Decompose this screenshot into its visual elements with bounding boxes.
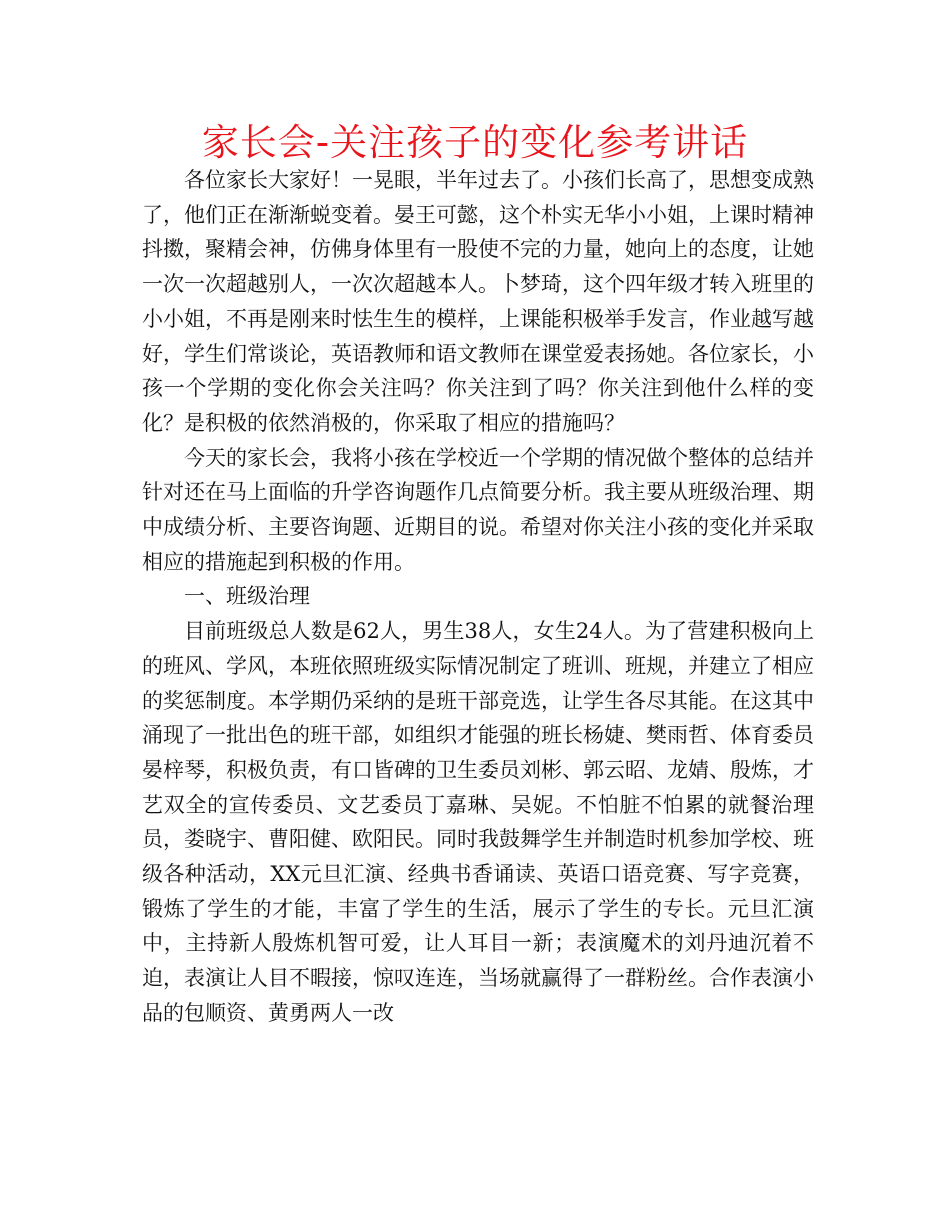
document-body (142, 163, 814, 1031)
paragraph-meeting-overview: 今天的家长会，我将小孩在学校近一个学期的情况做个整体的总结并针对还在马上面临的升学咨询题作几点简要分析。我主要从班级治理、期中成绩分析、主要咨询题、近期目的说。希望对你关注小孩的变化并采取相应的措施起到积极的作用。 (142, 445, 814, 574)
document-title: 家长会-关注孩子的变化参考讲话 (201, 121, 749, 164)
paragraph-class-management: 目前班级总人数是62人，男生38人，女生24人。为了营建积极向上的班风、学风，本班依照班级实际情况制定了班训、班规，并建立了相应的奖惩制度。本学期仍采纳的是班干部竞选，让学生各尽其能。在这其中涌现了一批出色的班干部，如组织才能强的班长杨婕、樊雨哲、体育委员晏梓琴，积极负责，有口皆碑的卫生委员刘彬、郭云昭、龙婧、殷炼，才艺双全的宣传委员、文艺委员丁嘉琳、吴妮。不怕脏不怕累的就餐治理员，娄晓宇、曹阳健、欧阳民。同时我鼓舞学生并制造时机参加学校、班级各种活动，XX元旦汇演、经典书香诵读、英语口语竞赛、写字竞赛，锻炼了学生的才能，丰富了学生的生活，展示了学生的专长。元旦汇演中，主持新人殷炼机智可爱，让人耳目一新；表演魔术的刘丹迪沉着不迫，表演让人目不暇接，惊叹连连，当场就赢得了一群粉丝。合作表演小品的包顺资、黄勇两人一改 (142, 619, 814, 1025)
paragraph-greeting: 各位家长大家好！一晃眼，半年过去了。小孩们长高了，思想变成熟了，他们正在渐渐蜕变着。晏王可懿，这个朴实无华小小姐，上课时精神抖擞，聚精会神，仿佛身体里有一股使不完的力量，她向上的态度，让她一次一次超越别人，一次次超越本人。卜梦琦，这个四年级才转入班里的小小姐，不再是刚来时怯生生的模样，上课能积极举手发言，作业越写越好，学生们常谈论，英语教师和语文教师在课堂爱表扬她。各位家长，小孩一个学期的变化你会关注吗？你关注到了吗？你关注到他什么样的变化？是积极的依然消极的，你采取了相应的措施吗？ (142, 168, 814, 435)
section-heading-class-management: 一、班级治理 (184, 584, 310, 609)
